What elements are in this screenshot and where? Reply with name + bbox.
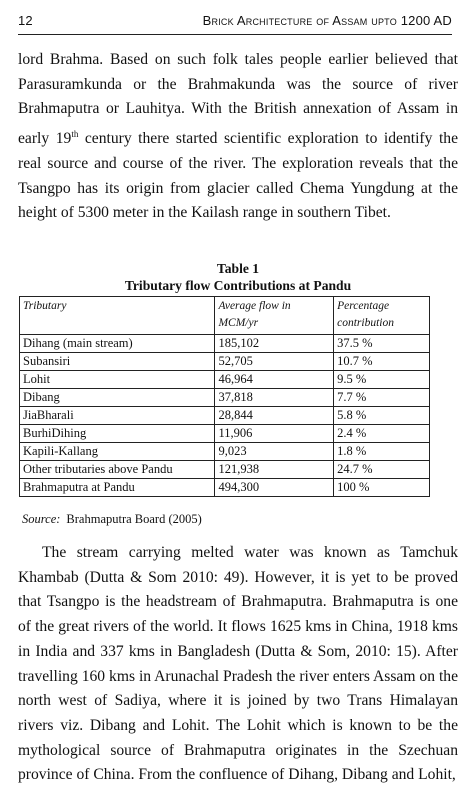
table-source bbox=[22, 512, 202, 527]
cell-flow: 37,818 bbox=[215, 389, 334, 407]
source-label: Source: bbox=[22, 512, 61, 526]
header-percentage: Percentage contribution bbox=[334, 297, 430, 335]
source-text: Brahmaputra Board (2005) bbox=[66, 512, 202, 526]
cell-percentage: 100 % bbox=[334, 479, 430, 497]
page-header bbox=[18, 12, 452, 35]
cell-percentage: 1.8 % bbox=[334, 443, 430, 461]
table-row bbox=[20, 461, 430, 479]
paragraph-2: The stream carrying melted water was known as Tamchuk Khambab (Dutta & Som 2010: 49). However, it is yet to be proved that Tsangpo is the headstream of Brahmaputra. Brahmaputra is one of the great rivers of the world. It flows 1625 kms in China, 1918 kms in India and 337 kms in Bangladesh (Dutta & Som, 2010: 15). After travelling 160 kms in Arunachal Pradesh the river enters Assam on the north west of Sadiya, where it is joined by two Trans Himalayan rivers viz. Dibang and Lohit. The Lohit which is known to be the mythological source of Brahmaputra originates in the Szechuan province of China. From the confluence of Dihang, Dibang and Lohit, bbox=[18, 544, 458, 784]
cell-percentage: 10.7 % bbox=[334, 353, 430, 371]
cell-percentage: 24.7 % bbox=[334, 461, 430, 479]
table-row bbox=[20, 407, 430, 425]
table-title: Tributary flow Contributions at Pandu bbox=[124, 278, 352, 293]
cell-flow: 11,906 bbox=[215, 425, 334, 443]
cell-flow: 185,102 bbox=[215, 335, 334, 353]
cell-flow: 46,964 bbox=[215, 371, 334, 389]
cell-percentage: 9.5 % bbox=[334, 371, 430, 389]
table-row bbox=[20, 335, 430, 353]
table-row bbox=[20, 425, 430, 443]
table-row bbox=[20, 479, 430, 497]
header-average-flow: Average flow in MCM/yr bbox=[215, 297, 334, 335]
cell-flow: 494,300 bbox=[215, 479, 334, 497]
cell-flow: 52,705 bbox=[215, 353, 334, 371]
table-row bbox=[20, 371, 430, 389]
cell-percentage: 5.8 % bbox=[334, 407, 430, 425]
cell-flow: 28,844 bbox=[215, 407, 334, 425]
cell-tributary: Dibang bbox=[20, 389, 215, 407]
cell-tributary: BurhiDihing bbox=[20, 425, 215, 443]
tributary-table bbox=[19, 296, 430, 497]
ordinal-suffix: th bbox=[71, 129, 79, 140]
cell-percentage: 37.5 % bbox=[334, 335, 430, 353]
page-number: 12 bbox=[18, 13, 33, 28]
cell-tributary: Subansiri bbox=[20, 353, 215, 371]
cell-tributary: JiaBharali bbox=[20, 407, 215, 425]
table-number: Table 1 bbox=[216, 261, 260, 276]
cell-tributary: Dihang (main stream) bbox=[20, 335, 215, 353]
cell-flow: 121,938 bbox=[215, 461, 334, 479]
header-tributary: Tributary bbox=[20, 297, 215, 335]
cell-percentage: 2.4 % bbox=[334, 425, 430, 443]
cell-flow: 9,023 bbox=[215, 443, 334, 461]
cell-tributary: Brahmaputra at Pandu bbox=[20, 479, 215, 497]
cell-tributary: Other tributaries above Pandu bbox=[20, 461, 215, 479]
table-header-row bbox=[20, 297, 430, 335]
table-row bbox=[20, 353, 430, 371]
cell-tributary: Lohit bbox=[20, 371, 215, 389]
table-row bbox=[20, 389, 430, 407]
cell-percentage: 7.7 % bbox=[334, 389, 430, 407]
paragraph-1: lord Brahma. Based on such folk tales people earlier believed that Parasuramkunda or the Brahmakunda was the source of river Brahmaputra or Lauhitya. With the British annexation of Assam in early 19th century there started scientific exploration to identify the real source and course of the river. The exploration reveals that the Tsangpo has its origin from glacier called Chema Yungdung at the height of 5300 meter in the Kailash range in southern Tibet. bbox=[18, 51, 458, 222]
running-title: Brick Architecture of Assam upto 1200 AD bbox=[202, 13, 452, 28]
table-row bbox=[20, 443, 430, 461]
cell-tributary: Kapili-Kallang bbox=[20, 443, 215, 461]
